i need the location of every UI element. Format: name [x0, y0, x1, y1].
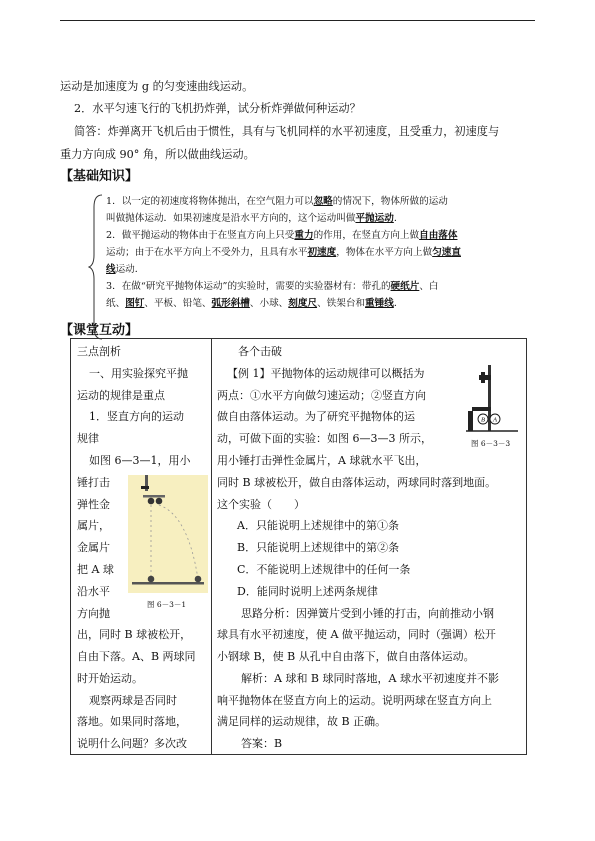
figure-caption: 图 6－3－1 — [147, 600, 187, 609]
left-line: 一、用实验探究平抛 — [89, 367, 188, 380]
example-line: 用小锤打击弹性金属片，A 球就水平飞出， — [217, 454, 427, 467]
knowledge-item-2: 2．做平抛运动的物体由于在竖直方向上只受重力的作用，在竖直方向上做自由落体 — [106, 230, 458, 241]
example-line: 两点：①水平方向做匀速运动；②竖直方向 — [217, 389, 426, 402]
left-line: 运动的规律是重点 — [77, 389, 165, 402]
left-line: 锤打击 — [77, 476, 110, 489]
analysis-line: 思路分析：因弹簧片受到小锤的打击，向前推动小钢 — [241, 607, 494, 620]
left-line: 1．竖直方向的运动 — [89, 410, 184, 423]
text-line: 运动是加速度为 g 的匀变速曲线运动。 — [60, 80, 254, 93]
left-line: 说明什么问题？多次改 — [77, 737, 187, 750]
section-title-interaction: 【课堂互动】 — [60, 323, 139, 338]
left-line: 时开始运动。 — [77, 672, 143, 685]
left-line: 沿水平 — [77, 585, 110, 598]
example-line: 做自由落体运动。为了研究平抛物体的运 — [217, 410, 415, 423]
left-line: 把 A 球 — [77, 563, 114, 576]
option-d: D．能同时说明上述两条规律 — [237, 585, 378, 598]
knowledge-item-2: 运动；由于在水平方向上不受外力，且具有水平初速度，物体在水平方向上做匀速直 — [106, 247, 461, 258]
example-line: 【例 1】平抛物体的运动规律可以概括为 — [227, 367, 425, 380]
option-c: C．不能说明上述规律中的任何一条 — [237, 563, 411, 576]
left-line: 属片， — [77, 519, 110, 532]
knowledge-item-3: 3．在做“研究平抛物体运动”的实验时，需要的实验器材有：带孔的硬纸片、白 — [106, 281, 439, 292]
header-rule — [60, 20, 535, 21]
left-line: 如图 6—3—1，用小 — [89, 454, 191, 467]
answer-line: 重力方向成 90° 角，所以做曲线运动。 — [60, 148, 255, 161]
knowledge-block — [88, 193, 538, 341]
ball-a-label: A — [493, 416, 497, 424]
example-line: 动，可做下面的实验：如图 6—3—3 所示， — [217, 432, 432, 445]
figure-6-3-3 — [466, 363, 521, 435]
option-a: A．只能说明上述规律中的第①条 — [237, 519, 399, 532]
left-line: 弹性金 — [77, 498, 110, 511]
figure-caption: 图 6－3－3 — [471, 439, 511, 448]
example-line: 同时 B 球被松开，做自由落体运动，两球同时落到地面。 — [217, 476, 497, 489]
knowledge-item-2: 线运动． — [106, 264, 145, 275]
left-line: 规律 — [77, 432, 99, 445]
section-title-basic: 【基础知识】 — [60, 169, 139, 184]
ball-b-label: B — [481, 416, 485, 424]
question-2: 2．水平匀速飞行的飞机扔炸弹，试分析炸弹做何种运动？ — [74, 102, 361, 115]
left-line: 自由下落。A、B 两球同 — [77, 650, 196, 663]
left-line: 方向抛 — [77, 607, 110, 620]
left-line: 观察两球是否同时 — [89, 694, 177, 707]
figure-6-3-1 — [128, 475, 208, 593]
example-line: 这个实验（ ） — [217, 498, 305, 511]
knowledge-item-1: 叫做抛体运动．如果初速度是沿水平方向的，这个运动叫做平抛运动． — [106, 213, 404, 224]
left-line: 落地。如果同时落地， — [77, 715, 187, 728]
solution-line: 解析：A 球和 B 球同时落地，A 球水平初速度并不影 — [241, 672, 499, 685]
left-line: 出，同时 B 球被松开， — [77, 628, 192, 641]
content-table — [70, 338, 527, 755]
analysis-line: 球具有水平初速度，使 A 做平抛运动，同时（强调）松开 — [217, 628, 496, 641]
answer-line: 简答：炸弹离开飞机后由于惯性，具有与飞机同样的水平初速度，且受重力，初速度与 — [74, 125, 500, 138]
solution-line: 响平抛物体在竖直方向上的运动。说明两球在竖直方向上 — [217, 694, 492, 707]
analysis-line: 小钢球 B，使 B 从孔中自由落下，做自由落体运动。 — [217, 650, 475, 663]
column-divider — [211, 339, 212, 754]
solution-line: 满足同样的运动规律，故 B 正确。 — [217, 715, 387, 728]
right-header: 各个击破 — [238, 345, 282, 358]
answer-line: 答案：B — [241, 737, 283, 750]
left-line: 金属片 — [77, 541, 110, 554]
left-header: 三点剖析 — [77, 345, 121, 358]
option-b: B．只能说明上述规律中的第②条 — [237, 541, 400, 554]
knowledge-item-3: 纸、图钉、平板、铅笔、弧形斜槽、小球、刻度尺、铁架台和重锤线． — [106, 298, 404, 309]
knowledge-item-1: 1．以一定的初速度将物体抛出，在空气阻力可以忽略的情况下，物体所做的运动 — [106, 196, 448, 207]
